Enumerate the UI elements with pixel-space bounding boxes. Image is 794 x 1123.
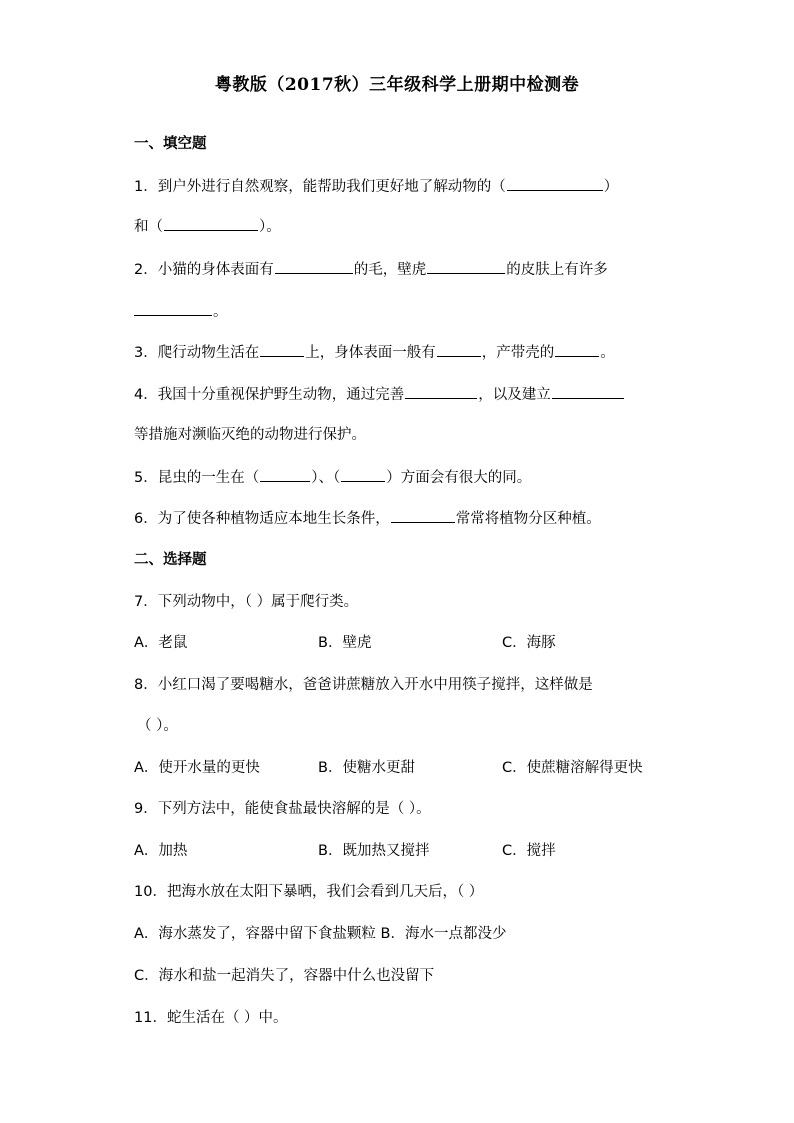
question-2-line-2: [134, 301, 228, 322]
q2-text-c: 的皮肤上有许多: [506, 262, 608, 278]
question-11-stem: 11．蛇生活在（ ）中。: [134, 1010, 288, 1026]
q9-option-a[interactable]: A．加热: [134, 843, 188, 859]
question-3: [134, 342, 615, 363]
q4-text-b: ，以及建立: [478, 387, 551, 403]
q4-blank-1[interactable]: [405, 384, 477, 399]
q8-option-c[interactable]: C．使蔗糖溶解得更快: [502, 760, 643, 776]
question-9-stem: 9．下列方法中，能使食盐最快溶解的是（ ）。: [134, 801, 431, 817]
q2-blank-2[interactable]: [427, 259, 505, 274]
q8-option-a[interactable]: A．使开水量的更快: [134, 760, 260, 776]
question-1-line-2: [134, 216, 281, 237]
q6-text-a: 6．为了使各种植物适应本地生长条件，: [134, 511, 390, 527]
q3-blank-3[interactable]: [555, 342, 599, 357]
q3-text-d: 。: [600, 345, 615, 361]
section-fill-blank-heading: 一、填空题: [134, 136, 207, 152]
q2-text-b: 的毛，壁虎: [353, 262, 427, 278]
q5-blank-2[interactable]: [341, 467, 385, 482]
q1-blank-1[interactable]: [507, 176, 603, 191]
q7-option-c[interactable]: C．海豚: [502, 635, 556, 651]
question-10-stem: 10．把海水放在太阳下暴晒，我们会看到几天后，（ ）: [134, 884, 484, 900]
q3-blank-1[interactable]: [260, 342, 304, 357]
q1-blank-2[interactable]: [164, 216, 258, 231]
q1-text-a: 1．到户外进行自然观察，能帮助我们更好地了解动物的（: [134, 179, 506, 195]
question-6: [134, 508, 601, 529]
question-8-stem-2: （ ）。: [137, 718, 178, 734]
question-1-line-1: [134, 176, 618, 197]
q6-blank-1[interactable]: [391, 508, 455, 523]
question-7-stem: 7．下列动物中，（ ）属于爬行类。: [134, 594, 359, 610]
q8-option-b[interactable]: B．使糖水更甜: [318, 760, 415, 776]
q1-text-c: 和（: [134, 219, 163, 235]
section-choice-heading: 二、选择题: [134, 552, 207, 568]
question-4-line-2: [134, 425, 366, 445]
q10-option-c[interactable]: C．海水和盐一起消失了，容器中什么也没留下: [134, 968, 435, 984]
q2-blank-1[interactable]: [275, 259, 353, 274]
q9-option-b[interactable]: B．既加热又搅拌: [318, 843, 430, 859]
q5-blank-1[interactable]: [260, 467, 310, 482]
q3-text-c: ，产带壳的: [481, 345, 555, 361]
q5-text-b: ）、（: [311, 470, 341, 486]
question-2-line-1: [134, 259, 608, 280]
q4-blank-2[interactable]: [552, 384, 624, 399]
question-5: [134, 467, 531, 488]
q1-text-b: ）: [603, 179, 619, 195]
q5-text-c: ）方面会有很大的同。: [386, 470, 532, 486]
question-4-line-1: [134, 384, 625, 405]
q9-option-c[interactable]: C．搅拌: [502, 843, 556, 859]
q2-text-a: 2．小猫的身体表面有: [134, 262, 274, 278]
q7-option-b[interactable]: B．壁虎: [318, 635, 372, 651]
q4-text-c: 等措施对濒临灭绝的动物进行保护。: [134, 427, 366, 443]
q3-blank-2[interactable]: [437, 342, 481, 357]
q7-option-a[interactable]: A．老鼠: [134, 635, 188, 651]
q2-text-d: 。: [213, 304, 228, 320]
question-8-stem: 8．小红口渴了要喝糖水，爸爸讲蔗糖放入开水中用筷子搅拌，这样做是: [134, 677, 593, 693]
q5-text-a: 5．昆虫的一生在（: [134, 470, 260, 486]
exam-title: 粤教版（2017秋）三年级科学上册期中检测卷: [214, 75, 580, 95]
q10-options-a-b[interactable]: A．海水蒸发了，容器中留下食盐颗粒 B．海水一点都没少: [134, 926, 507, 942]
q3-text-a: 3．爬行动物生活在: [134, 345, 260, 361]
q6-text-b: 常常将植物分区种植。: [455, 511, 601, 527]
q1-text-d: ）。: [259, 219, 281, 235]
q3-text-b: 上，身体表面一般有: [305, 345, 436, 361]
q2-blank-3[interactable]: [134, 301, 212, 316]
q4-text-a: 4．我国十分重视保护野生动物，通过完善: [134, 387, 405, 403]
